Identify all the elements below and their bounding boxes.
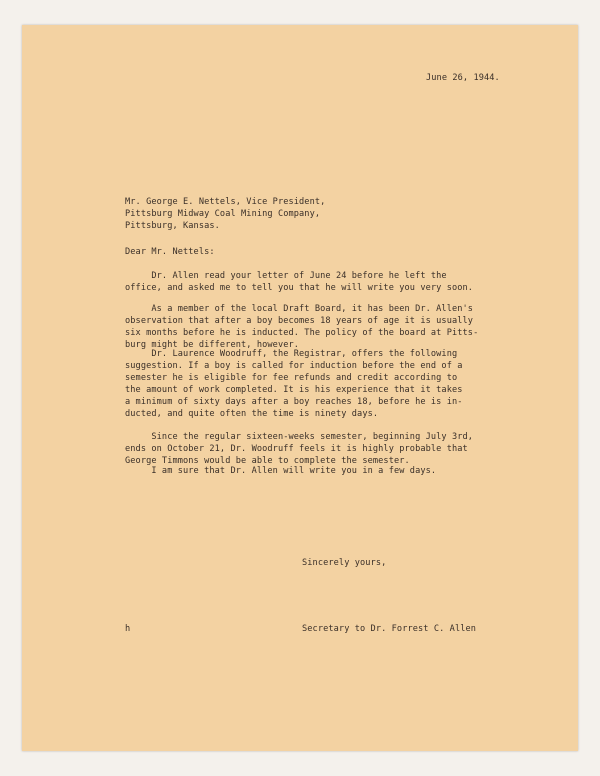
paragraph-line: burg might be different, however. <box>125 340 300 350</box>
typist-initial: h <box>125 624 131 634</box>
paragraph-line: six months before he is inducted. The policy of the board at Pitts- <box>125 328 479 338</box>
paragraph-line: George Timmons would be able to complete the semester. <box>125 456 410 466</box>
signature-line: Secretary to Dr. Forrest C. Allen <box>302 624 477 634</box>
paragraph-line: the amount of work completed. It is his experience that it takes <box>125 385 463 395</box>
paragraph-5 <box>125 465 485 477</box>
paragraph-line: office, and asked me to tell you that he will write you very soon. <box>125 283 474 293</box>
letter-date: June 26, 1944. <box>426 73 500 83</box>
paragraph-line: Dr. Laurence Woodruff, the Registrar, offers the following <box>125 349 458 359</box>
paragraph-line: As a member of the local Draft Board, it has been Dr. Allen's <box>125 304 474 314</box>
paragraph-3 <box>125 348 485 420</box>
paragraph-line: Dr. Allen read your letter of June 24 before he left the <box>125 271 447 281</box>
recipient-name-line: Mr. George E. Nettels, Vice President, <box>125 197 326 207</box>
paragraph-line: Since the regular sixteen-weeks semester, beginning July 3rd, <box>125 432 474 442</box>
paragraph-line: a minimum of sixty days after a boy reaches 18, before he is in- <box>125 397 463 407</box>
paragraph-line: I am sure that Dr. Allen will write you in a few days. <box>125 466 437 476</box>
paragraph-line: observation that after a boy becomes 18 years of age it is usually <box>125 316 474 326</box>
recipient-company-line: Pittsburg Midway Coal Mining Company, <box>125 209 321 219</box>
paragraph-2 <box>125 303 485 351</box>
paragraph-1 <box>125 270 485 294</box>
paragraph-line: semester he is eligible for fee refunds and credit according to <box>125 373 458 383</box>
recipient-city-line: Pittsburg, Kansas. <box>125 221 220 231</box>
paragraph-4 <box>125 431 485 467</box>
paragraph-line: ends on October 21, Dr. Woodruff feels it is highly probable that <box>125 444 468 454</box>
salutation: Dear Mr. Nettels: <box>125 247 215 257</box>
letter-page <box>22 25 578 751</box>
paragraph-line: ducted, and quite often the time is ninety days. <box>125 409 379 419</box>
closing: Sincerely yours, <box>302 558 387 568</box>
paragraph-line: suggestion. If a boy is called for induction before the end of a <box>125 361 463 371</box>
